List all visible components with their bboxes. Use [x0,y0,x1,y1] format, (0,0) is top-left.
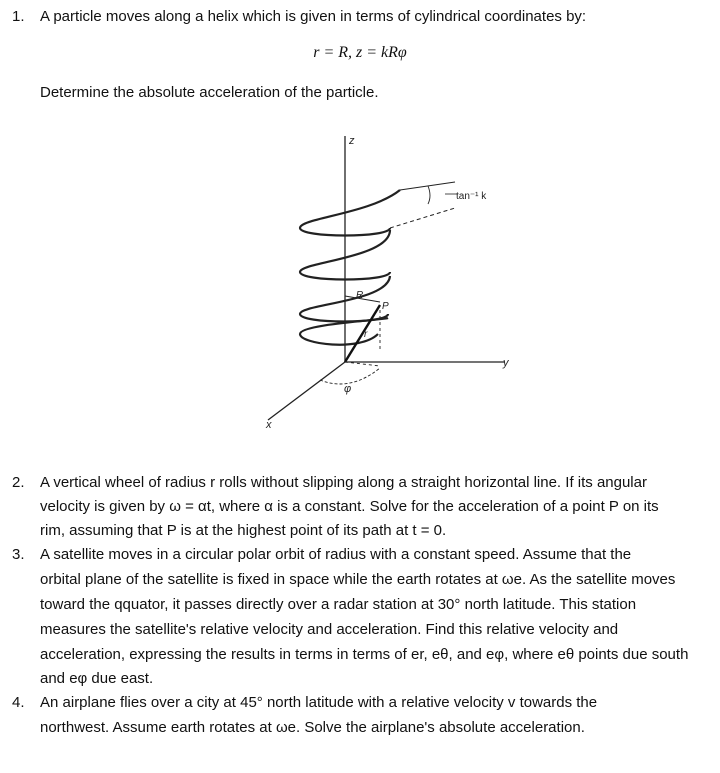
problem-3-line-4: measures the satellite's relative velocity and acceleration. Find this relative velocity and [40,621,619,638]
helix-equation: r = R, z = kRφ [313,44,407,61]
helix-figure [250,130,530,440]
problem-3-line-3: toward the qquator, it passes directly over a radar station at 30° north latitude. This station [40,596,637,613]
horizontal-reference-dashed [390,208,455,228]
problem-3-number: 3. [12,546,25,563]
pitch-angle-arc [428,186,430,204]
helix-coils [300,190,400,345]
helix-coil-bottom [300,318,388,345]
y-axis-label: y [503,357,509,369]
problem-4-number: 4. [12,694,25,711]
tangent-line [400,182,455,190]
phi-angle-label: φ [344,383,352,395]
problem-2-line-2: velocity is given by ω = αt, where α is a constant. Solve for the acceleration of a point P on its [40,498,659,515]
position-vector [345,305,380,362]
problem-3-line-2: orbital plane of the satellite is fixed in space while the earth rotates at ωe. As the satellite moves [40,571,676,588]
z-axis-label: z [349,135,355,147]
x-axis-label: x [266,419,272,431]
problem-3-line-6: and eφ due east. [40,670,154,687]
problem-1-number: 1. [12,8,25,25]
problem-1-question: Determine the absolute acceleration of the particle. [40,84,379,101]
problem-2-number: 2. [12,474,25,491]
problem-4-line-1: An airplane flies over a city at 45° north latitude with a relative velocity v towards the [40,694,598,711]
pitch-angle-label: tan⁻¹ k [456,191,487,202]
problem-3-line-1: A satellite moves in a circular polar orbit of radius with a constant speed. Assume that the [40,546,632,563]
x-axis-line [268,362,345,420]
position-vector-label: r [364,329,368,340]
problem-1-text: A particle moves along a helix which is given in terms of cylindrical coordinates by: [40,8,587,25]
point-p-label: P [382,301,389,312]
problem-4-line-2: northwest. Assume earth rotates at ωe. Solve the airplane's absolute acceleration. [40,719,585,736]
radius-label: R [356,290,364,301]
problem-2-line-3: rim, assuming that P is at the highest point of its path at t = 0. [40,522,447,539]
phi-angle-arc [320,368,380,384]
helix-coil-top [300,190,400,236]
problem-3-line-5: acceleration, expressing the results in terms in terms of er, eθ, and eφ, where eθ points due south [40,646,689,663]
problem-2-line-1: A vertical wheel of radius r rolls without slipping along a straight horizontal line. If its angular [40,474,647,491]
